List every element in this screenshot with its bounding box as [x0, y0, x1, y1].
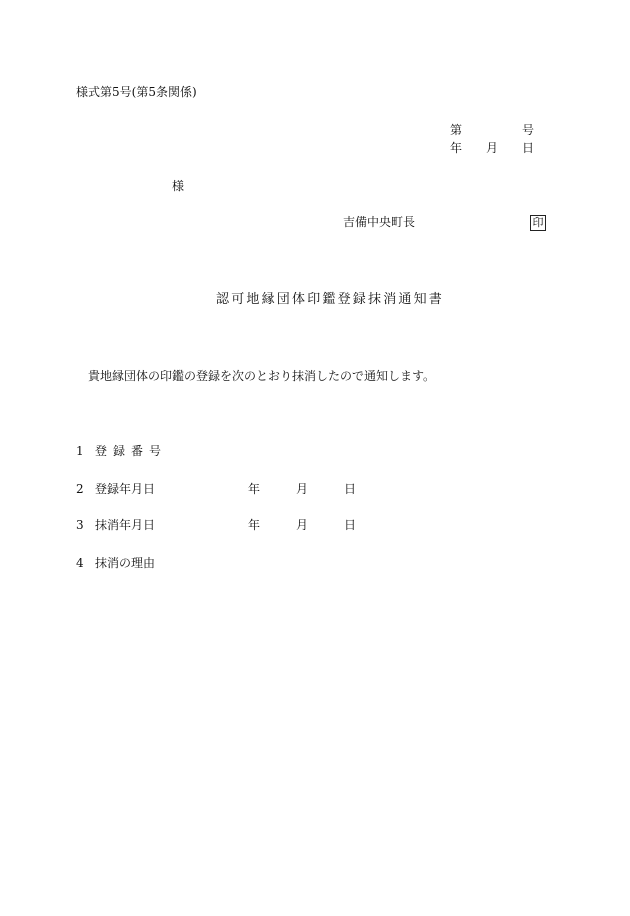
header-number-suffix: 号: [522, 123, 535, 137]
item-number: 1: [76, 444, 84, 458]
item-label: 抹消年月日: [95, 518, 156, 532]
item-day: 日: [344, 518, 357, 532]
item-number: 2: [76, 482, 84, 496]
document-title: 認可地縁団体印鑑登録抹消通知書: [216, 292, 445, 307]
form-number: 様式第5号(第5条関係): [76, 85, 197, 99]
item-number: 3: [76, 518, 84, 532]
body-text: 貴地縁団体の印鑑の登録を次のとおり抹消したので通知します。: [88, 369, 436, 383]
item-day: 日: [344, 482, 357, 496]
item-label: 登録番号: [95, 444, 168, 458]
item-year: 年: [248, 518, 261, 532]
item-month: 月: [296, 518, 309, 532]
item-number: 4: [76, 556, 84, 570]
header-number-prefix: 第: [450, 123, 463, 137]
item-year: 年: [248, 482, 261, 496]
sender-title: 吉備中央町長: [343, 215, 416, 229]
item-label: 抹消の理由: [95, 556, 156, 570]
item-label: 登録年月日: [95, 482, 156, 496]
item-month: 月: [296, 482, 309, 496]
addressee-suffix: 様: [172, 179, 185, 193]
header-date-month: 月: [486, 141, 499, 155]
header-date-year: 年: [450, 141, 463, 155]
seal-mark: 印: [530, 215, 546, 231]
header-date-day: 日: [522, 141, 535, 155]
